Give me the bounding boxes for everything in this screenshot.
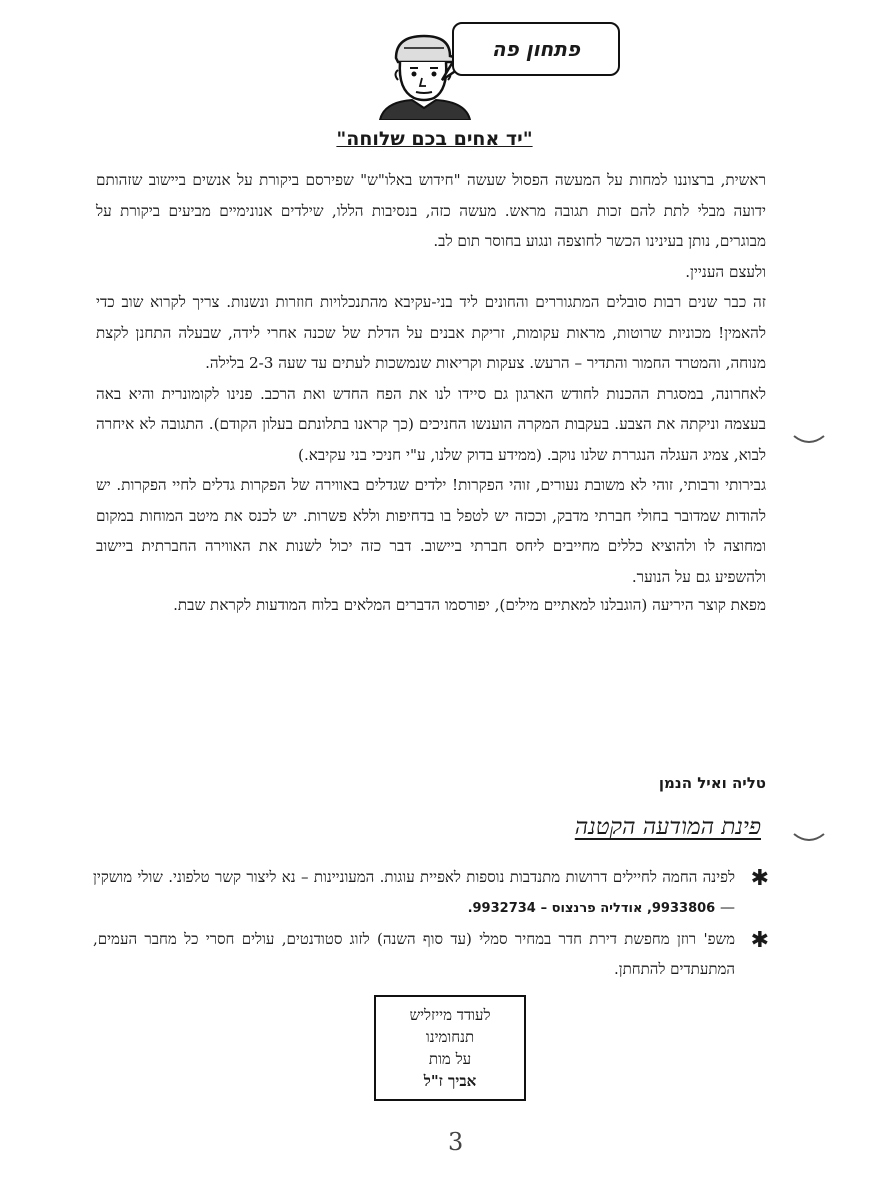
condolence-recipient: לעודד מייזליש — [409, 1006, 491, 1024]
notice-text: לפינה החמה לחיילים דרושות מתנדבות נוספות לאפיית עוגות. המעוניינות – נא ליצור קשר טלפוני. שולי מושקין — — [93, 868, 735, 916]
punch-hole-mark — [792, 432, 826, 448]
condolence-box — [374, 995, 526, 1101]
article-paragraph-appeal: גבירותי ורבותי, זוהי לא משובת נעורים, זוהי הפקרות! ילדים שגדלים באווירה של הפקרות גדלים לחיי הפקרות. יש להודות שמדובר בחולי חברתי מדבק, וככזה יש לטפל בו בדחיפות וללא פשרות. יש לכנס את מיטב המוחות במקום ומחוצה לו ולהוציא כללים מחייבים ליחס חברתי ביישוב. דבר כזה יכול לשנות את האווירה החברתית ביישוב ולהשפיע גם על הנוער. — [96, 476, 766, 586]
article-paragraph-history: זה כבר שנים רבות סובלים המתגוררים והחונים ליד בני-עקיבא מהתנכלויות חוזרות ונשנות. צריך לקרוא שוב כדי להאמין! מכוניות שרוטות, מראות עקומות, זריקת אבנים על הדלת של שכנה אחרי לידה, שבעלה התחנן לקצת מנוחה, והמטרד החמור והתדיר – הרעש. צעקות וקריאות שנמשכות לעתים עד שעה 2-3 בלילה. — [96, 293, 766, 372]
notice-text: משפ' רוזן מחפשת דירת חדר במחיר סמלי (עד סוף השנה) לזוג סטודנטים, עולים חסרי כל מחבר העמים, המתעתדים להתחתן. — [93, 930, 735, 978]
asterisk-bullet-icon: ✱ — [750, 866, 769, 891]
article-paragraph-note: מפאת קוצר היריעה (הוגבלנו למאתיים מילים), יפורסמו הדברים המלאים בלוח המודעות לקראת שבת. — [173, 596, 766, 614]
article-signature: טליה ואיל הנמן — [658, 774, 766, 792]
article-paragraph-intro: ראשית, ברצוננו למחות על המעשה הפסול שעשה "חידוש באלו"ש" שפירסם ביקורת על אנשים ביישוב שזהותם ידועה מבלי לתת להם זכות תגובה מראש. מעשה כזה, בנסיבות הללו, שילדים אנונימיים מביעים ביקורת על מבוגרים, נותן בעינינו הכשר לחוצפה ונגוע בחוסר תום לב. — [96, 171, 766, 250]
phone-number: 9933806 — [651, 901, 716, 916]
article-title: "יד אחים בכם שלוחה" — [336, 128, 533, 150]
condolence-line: על מות — [428, 1050, 472, 1068]
page-number: 3 — [448, 1128, 464, 1156]
classifieds-title: פינת המודעה הקטנה — [574, 814, 761, 840]
notice-text-end: . — [467, 901, 473, 916]
speech-bubble-text: פתחון פה — [491, 37, 581, 61]
condolence-deceased: אביך ז"ל — [423, 1072, 477, 1090]
condolence-line: תנחומינו — [425, 1028, 475, 1046]
asterisk-bullet-icon: ✱ — [750, 928, 769, 953]
classified-notice-volunteers — [93, 862, 769, 924]
article-body — [96, 165, 766, 616]
article-paragraph-recent: לאחרונה, במסגרת ההכנות לחודש הארגון גם סיידו לנו את הפח החדש ואת הרכב. פנינו לקומונרית והיא באה בעצמה וניקתה את הצבע. בעקבות המקרה הוענשו החניכים (כך קראנו בתלונתם בעלון הקודם). התגובה לא איחרה לבוא, צמיג העגלה הנגררת שלנו נוקב. (ממידע בדוק שלנו, ע"י חניכי בני עקיבא.) — [96, 384, 766, 464]
punch-hole-mark — [792, 830, 826, 846]
article-paragraph-transition: ולעצם העניין. — [685, 262, 766, 281]
notice-text-separator: , אודליה פרנצוס – — [540, 901, 652, 916]
phone-number: 9932734 — [472, 901, 536, 916]
classified-notice-apartment — [93, 924, 769, 984]
classifieds-list — [93, 862, 769, 984]
speech-bubble — [452, 22, 620, 76]
